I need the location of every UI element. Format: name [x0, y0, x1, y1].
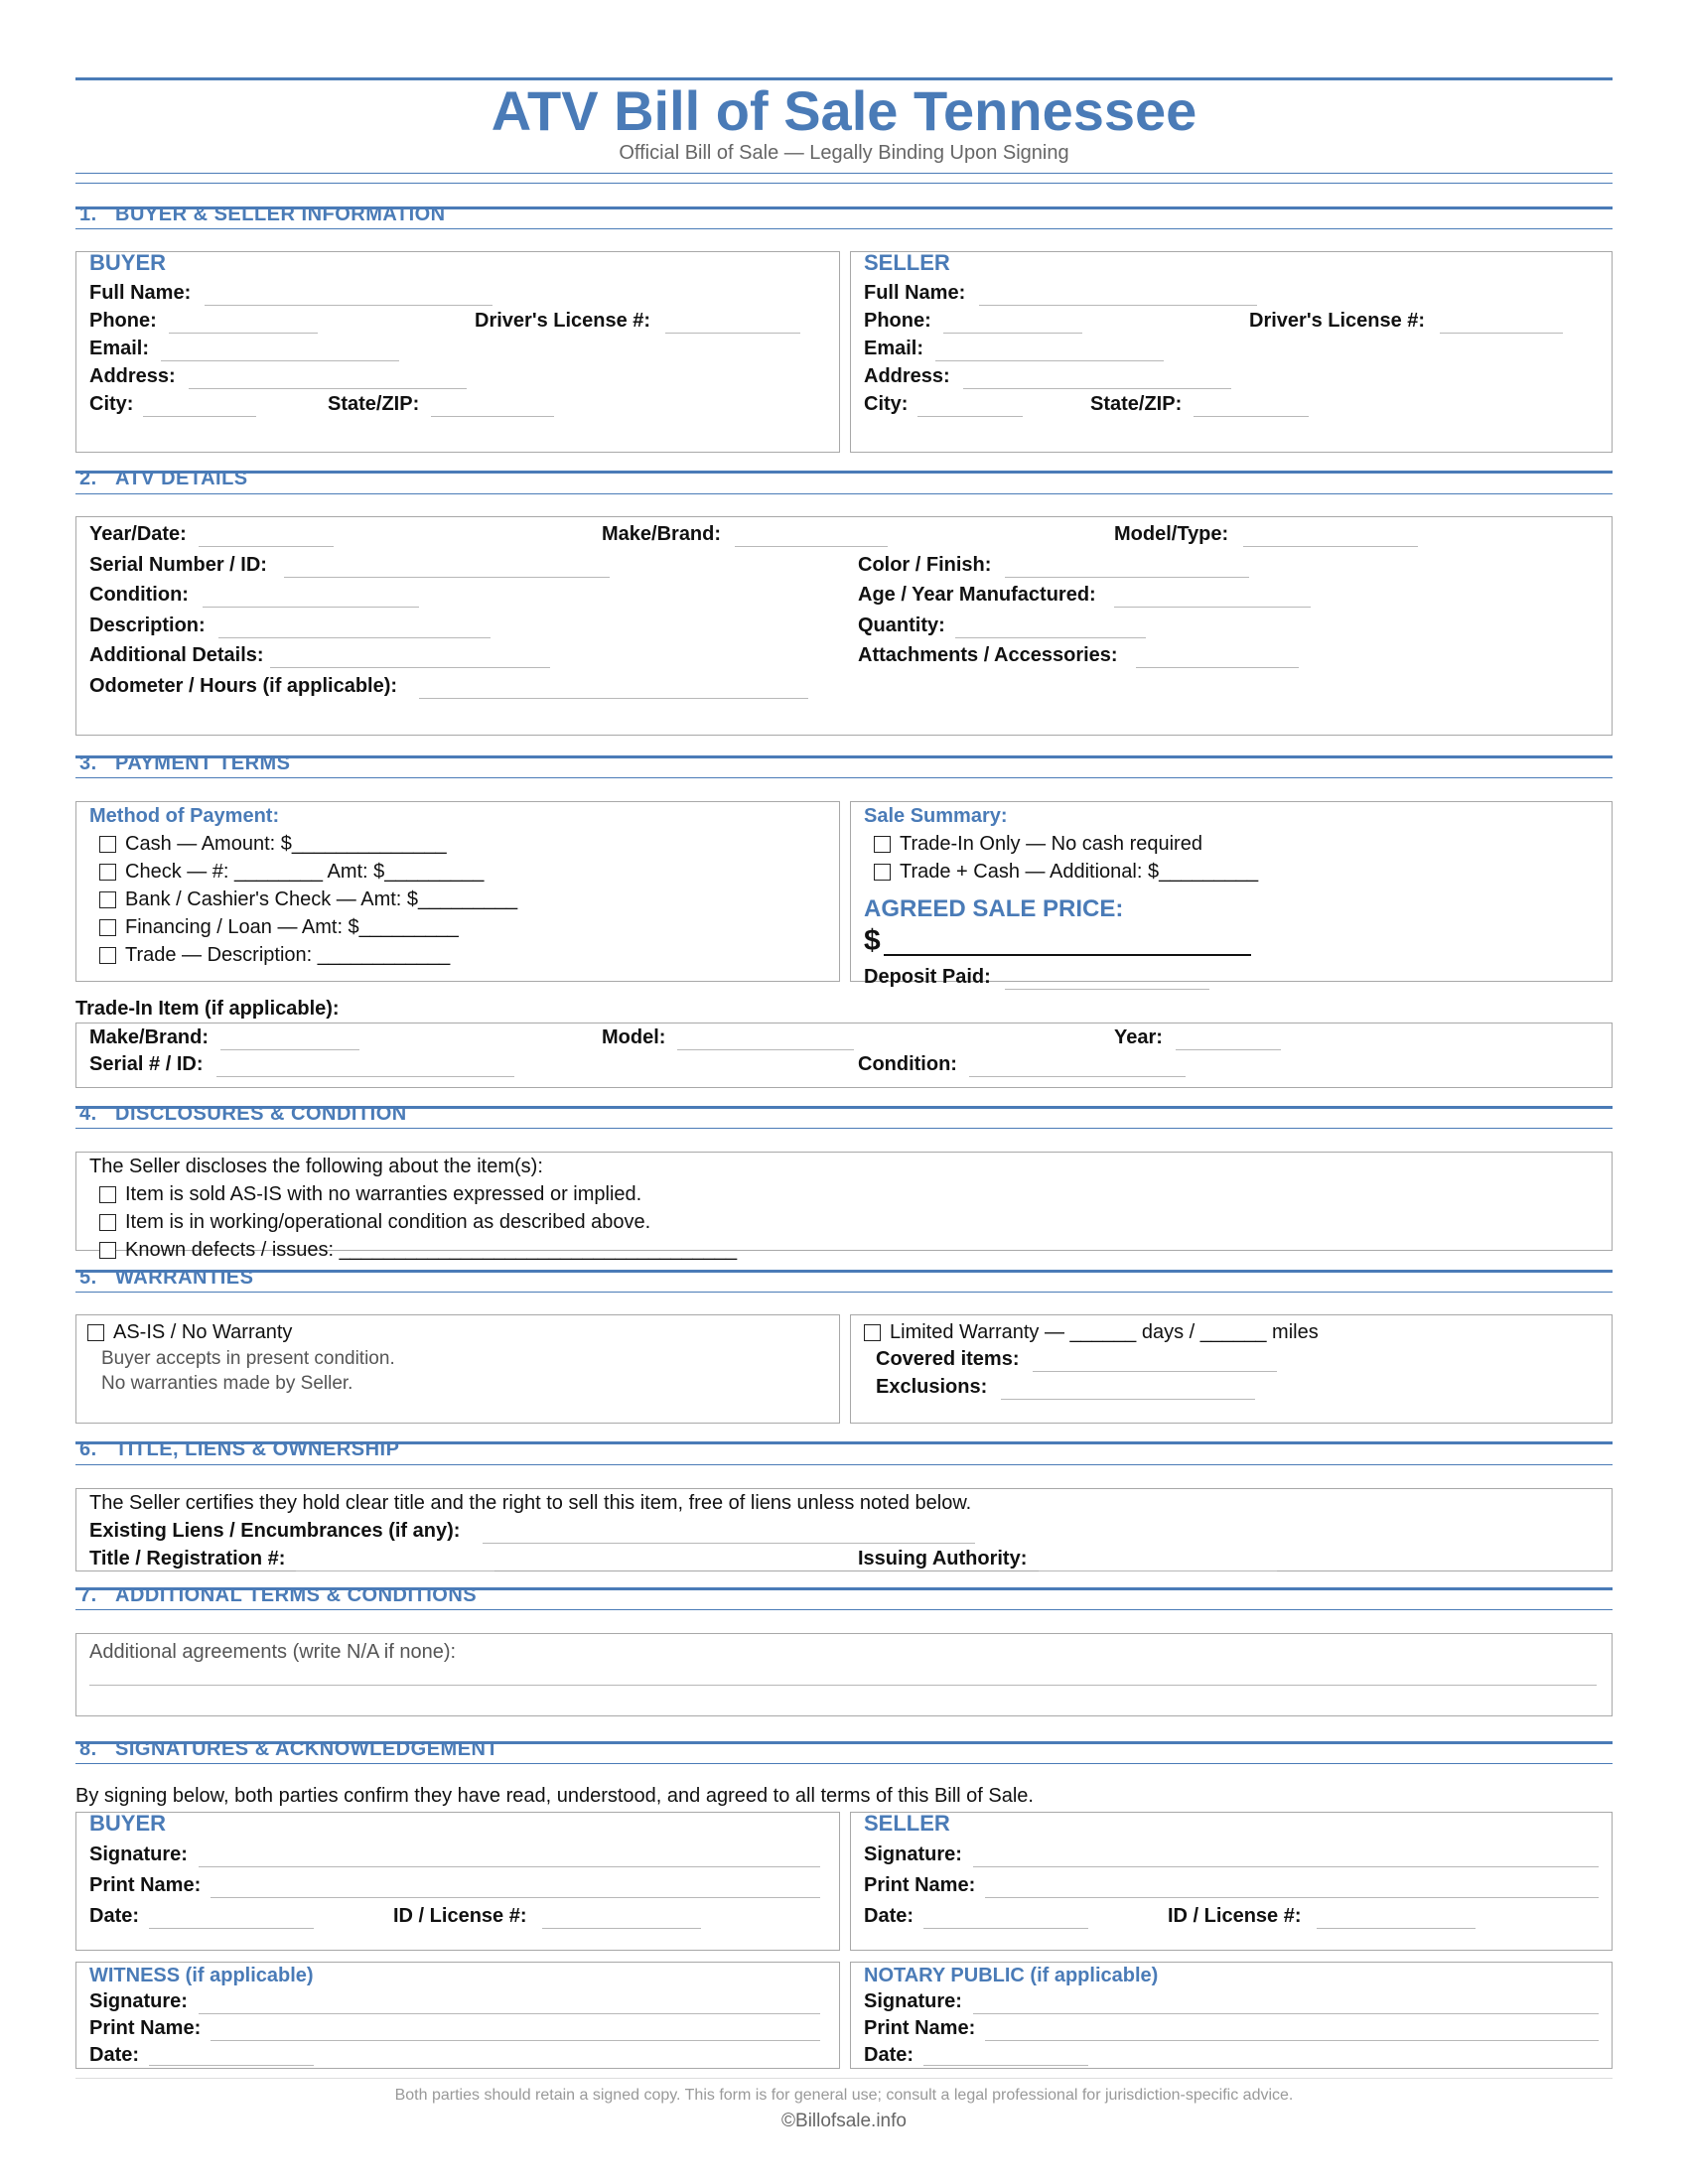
atv-description-label: Description:	[89, 614, 206, 636]
atv-year-field[interactable]	[199, 546, 334, 547]
section-7-underline	[75, 1609, 1613, 1610]
trade-in-year-field[interactable]	[1176, 1049, 1281, 1050]
notary-print-name-label: Print Name:	[864, 2017, 976, 2039]
buyer-email-field[interactable]	[161, 360, 399, 361]
as-is-warranty-label: AS-IS / No Warranty	[113, 1321, 293, 1343]
issuing-authority-field[interactable]	[1039, 1570, 1277, 1571]
seller-address-field[interactable]	[963, 388, 1231, 389]
buyer-signature-heading: BUYER	[89, 1811, 167, 1836]
as-is-disclosure-checkbox[interactable]	[99, 1186, 116, 1203]
atv-attachments-label: Attachments / Accessories:	[858, 644, 1118, 666]
buyer-date-field[interactable]	[149, 1928, 314, 1929]
seller-license-field[interactable]	[1440, 333, 1563, 334]
limited-warranty-checkbox[interactable]	[864, 1324, 881, 1341]
as-is-warranty-line-1: Buyer accepts in present condition.	[101, 1348, 395, 1369]
agreed-sale-price-label: AGREED SALE PRICE:	[864, 895, 1124, 922]
seller-email-label: Email:	[864, 338, 924, 359]
trade-in-make-label: Make/Brand:	[89, 1026, 210, 1048]
agreed-sale-price-field[interactable]	[884, 954, 1251, 956]
seller-signature-label: Signature:	[864, 1843, 962, 1865]
existing-liens-label: Existing Liens / Encumbrances (if any):	[89, 1520, 461, 1542]
buyer-email-label: Email:	[89, 338, 150, 359]
notary-signature-field[interactable]	[973, 2013, 1599, 2014]
title-registration-field[interactable]	[296, 1570, 494, 1571]
atv-serial-field[interactable]	[284, 577, 610, 578]
bank-check-option-label: Bank / Cashier's Check — Amt: $_________	[125, 888, 518, 910]
trade-plus-cash-label: Trade + Cash — Additional: $_________	[900, 861, 1259, 883]
trade-in-condition-label: Condition:	[858, 1053, 957, 1075]
financing-checkbox[interactable]	[99, 919, 116, 936]
seller-date-label: Date:	[864, 1905, 914, 1927]
seller-signature-field[interactable]	[973, 1866, 1599, 1867]
footer-note: Both parties should retain a signed copy. This form is for general use; consult a legal professional for jurisdiction-specific advice.	[394, 2087, 1294, 2104]
cash-checkbox[interactable]	[99, 836, 116, 853]
check-checkbox[interactable]	[99, 864, 116, 881]
trade-in-only-label: Trade-In Only — No cash required	[900, 833, 1202, 855]
signatures-intro: By signing below, both parties confirm they have read, understood, and agreed to all terms of this Bill of Sale.	[75, 1785, 1034, 1807]
buyer-city-field[interactable]	[143, 416, 256, 417]
section-5-bar	[75, 1270, 1613, 1273]
trade-in-make-field[interactable]	[220, 1049, 359, 1050]
seller-heading: SELLER	[864, 250, 950, 275]
trade-in-serial-label: Serial # / ID:	[89, 1053, 204, 1075]
trade-plus-cash-checkbox[interactable]	[874, 864, 891, 881]
buyer-phone-label: Phone:	[89, 310, 157, 332]
section-5-underline	[75, 1292, 1613, 1293]
atv-details-box	[75, 516, 1613, 736]
working-condition-label: Item is in working/operational condition as described above.	[125, 1211, 651, 1233]
cash-option-label: Cash — Amount: $______________	[125, 833, 447, 855]
existing-liens-field[interactable]	[483, 1543, 975, 1544]
as-is-disclosure-label: Item is sold AS-IS with no warranties expressed or implied.	[125, 1183, 642, 1205]
atv-odometer-label: Odometer / Hours (if applicable):	[89, 675, 398, 697]
limited-warranty-label: Limited Warranty — ______ days / ______ miles	[890, 1321, 1319, 1343]
seller-city-field[interactable]	[917, 416, 1023, 417]
buyer-signature-field[interactable]	[199, 1866, 820, 1867]
atv-odometer-field[interactable]	[419, 698, 808, 699]
trade-checkbox[interactable]	[99, 947, 116, 964]
section-2-heading: 2. ATV DETAILS	[79, 468, 248, 489]
seller-email-field[interactable]	[935, 360, 1164, 361]
sale-price-dollar-sign: $	[864, 924, 881, 957]
deposit-paid-label: Deposit Paid:	[864, 966, 991, 988]
known-defects-checkbox[interactable]	[99, 1242, 116, 1259]
trade-in-only-checkbox[interactable]	[874, 836, 891, 853]
witness-heading: WITNESS (if applicable)	[89, 1965, 314, 1986]
atv-year-label: Year/Date:	[89, 523, 187, 545]
notary-print-name-field[interactable]	[985, 2040, 1599, 2041]
section-2-bar	[75, 471, 1613, 474]
notary-date-label: Date:	[864, 2044, 914, 2066]
title-liens-intro: The Seller certifies they hold clear title and the right to sell this item, free of liens unless noted below.	[89, 1492, 972, 1514]
known-defects-label: Known defects / issues: ____________________________________	[125, 1239, 738, 1261]
seller-state-zip-field[interactable]	[1194, 416, 1309, 417]
section-3-underline	[75, 777, 1613, 778]
atv-age-field[interactable]	[1114, 607, 1311, 608]
trade-in-serial-field[interactable]	[216, 1076, 514, 1077]
buyer-state-zip-field[interactable]	[431, 416, 554, 417]
document-title: ATV Bill of Sale Tennessee	[491, 79, 1197, 142]
atv-attachments-field[interactable]	[1136, 667, 1299, 668]
buyer-id-license-field[interactable]	[542, 1928, 701, 1929]
buyer-print-name-label: Print Name:	[89, 1874, 202, 1896]
section-3-bar	[75, 755, 1613, 758]
financing-option-label: Financing / Loan — Amt: $_________	[125, 916, 459, 938]
witness-signature-field[interactable]	[199, 2013, 820, 2014]
seller-signature-heading: SELLER	[864, 1811, 950, 1836]
atv-model-label: Model/Type:	[1114, 523, 1229, 545]
buyer-date-label: Date:	[89, 1905, 140, 1927]
document-page	[75, 0, 1613, 2184]
footer-rule	[75, 2078, 1613, 2079]
atv-condition-field[interactable]	[203, 607, 419, 608]
seller-state-zip-label: State/ZIP:	[1090, 393, 1183, 415]
witness-print-name-label: Print Name:	[89, 2017, 202, 2039]
section-8-heading: 8. SIGNATURES & ACKNOWLEDGEMENT	[79, 1738, 499, 1760]
trade-in-model-label: Model:	[602, 1026, 666, 1048]
seller-full-name-label: Full Name:	[864, 282, 966, 304]
buyer-city-label: City:	[89, 393, 134, 415]
header-rule-1	[75, 173, 1613, 174]
buyer-full-name-field[interactable]	[205, 305, 492, 306]
additional-terms-field[interactable]	[89, 1685, 1597, 1686]
section-7-heading: 7. ADDITIONAL TERMS & CONDITIONS	[79, 1584, 478, 1606]
section-3-heading: 3. PAYMENT TERMS	[79, 752, 291, 774]
atv-make-label: Make/Brand:	[602, 523, 722, 545]
trade-in-year-label: Year:	[1114, 1026, 1163, 1048]
issuing-authority-label: Issuing Authority:	[858, 1548, 1028, 1570]
witness-print-name-field[interactable]	[211, 2040, 820, 2041]
seller-address-label: Address:	[864, 365, 950, 387]
atv-description-field[interactable]	[218, 637, 491, 638]
section-1-underline	[75, 228, 1613, 229]
seller-city-label: City:	[864, 393, 909, 415]
footer-copyright: ©Billofsale.info	[781, 2111, 907, 2131]
buyer-full-name-label: Full Name:	[89, 282, 192, 304]
buyer-phone-field[interactable]	[169, 333, 318, 334]
exclusions-field[interactable]	[1001, 1399, 1255, 1400]
seller-id-license-label: ID / License #:	[1168, 1905, 1302, 1927]
buyer-address-field[interactable]	[189, 388, 467, 389]
atv-serial-label: Serial Number / ID:	[89, 554, 267, 576]
notary-heading: NOTARY PUBLIC (if applicable)	[864, 1965, 1159, 1986]
atv-quantity-field[interactable]	[955, 637, 1146, 638]
seller-print-name-field[interactable]	[985, 1897, 1599, 1898]
additional-terms-prompt: Additional agreements (write N/A if none):	[89, 1641, 457, 1663]
buyer-address-label: Address:	[89, 365, 176, 387]
trade-in-model-field[interactable]	[677, 1049, 854, 1050]
seller-print-name-label: Print Name:	[864, 1874, 976, 1896]
covered-items-label: Covered items:	[876, 1348, 1020, 1370]
buyer-heading: BUYER	[89, 250, 167, 275]
witness-signature-label: Signature:	[89, 1990, 188, 2012]
atv-quantity-label: Quantity:	[858, 614, 945, 636]
section-6-heading: 6. TITLE, LIENS & OWNERSHIP	[79, 1438, 400, 1460]
atv-make-field[interactable]	[735, 546, 888, 547]
trade-in-condition-field[interactable]	[969, 1076, 1186, 1077]
section-1-heading: 1. BUYER & SELLER INFORMATION	[79, 204, 446, 225]
working-condition-checkbox[interactable]	[99, 1214, 116, 1231]
check-option-label: Check — #: ________ Amt: $_________	[125, 861, 485, 883]
section-4-underline	[75, 1128, 1613, 1129]
atv-model-field[interactable]	[1243, 546, 1418, 547]
disclosures-intro: The Seller discloses the following about the item(s):	[89, 1156, 543, 1177]
atv-additional-field[interactable]	[270, 667, 550, 668]
buyer-print-name-field[interactable]	[211, 1897, 820, 1898]
notary-signature-label: Signature:	[864, 1990, 962, 2012]
notary-date-field[interactable]	[923, 2065, 1088, 2066]
seller-full-name-field[interactable]	[979, 305, 1257, 306]
trade-option-label: Trade — Description: ____________	[125, 944, 451, 966]
seller-phone-field[interactable]	[943, 333, 1082, 334]
header-rule-2	[75, 183, 1613, 184]
buyer-license-label: Driver's License #:	[475, 310, 651, 332]
atv-additional-label: Additional Details:	[89, 644, 264, 666]
buyer-signature-label: Signature:	[89, 1843, 188, 1865]
seller-id-license-field[interactable]	[1317, 1928, 1476, 1929]
as-is-warranty-checkbox[interactable]	[87, 1324, 104, 1341]
section-6-underline	[75, 1464, 1613, 1465]
atv-color-label: Color / Finish:	[858, 554, 992, 576]
buyer-id-license-label: ID / License #:	[393, 1905, 527, 1927]
title-registration-label: Title / Registration #:	[89, 1548, 286, 1570]
section-5-heading: 5. WARRANTIES	[79, 1267, 254, 1289]
section-2-underline	[75, 493, 1613, 494]
witness-date-field[interactable]	[149, 2065, 314, 2066]
document-subtitle: Official Bill of Sale — Legally Binding Upon Signing	[619, 142, 1069, 164]
atv-color-field[interactable]	[1005, 577, 1249, 578]
atv-age-label: Age / Year Manufactured:	[858, 584, 1096, 606]
bank-check-checkbox[interactable]	[99, 891, 116, 908]
buyer-state-zip-label: State/ZIP:	[328, 393, 420, 415]
sale-summary-heading: Sale Summary:	[864, 805, 1008, 827]
witness-date-label: Date:	[89, 2044, 140, 2066]
trade-in-heading: Trade-In Item (if applicable):	[75, 998, 340, 1020]
section-8-underline	[75, 1763, 1613, 1764]
atv-condition-label: Condition:	[89, 584, 189, 606]
seller-phone-label: Phone:	[864, 310, 931, 332]
section-4-heading: 4. DISCLOSURES & CONDITION	[79, 1103, 407, 1125]
buyer-license-field[interactable]	[665, 333, 800, 334]
deposit-paid-field[interactable]	[1005, 989, 1209, 990]
as-is-warranty-line-2: No warranties made by Seller.	[101, 1373, 353, 1394]
seller-license-label: Driver's License #:	[1249, 310, 1426, 332]
payment-method-heading: Method of Payment:	[89, 805, 280, 827]
seller-date-field[interactable]	[923, 1928, 1088, 1929]
covered-items-field[interactable]	[1033, 1371, 1277, 1372]
trade-in-box	[75, 1023, 1613, 1088]
exclusions-label: Exclusions:	[876, 1376, 988, 1398]
